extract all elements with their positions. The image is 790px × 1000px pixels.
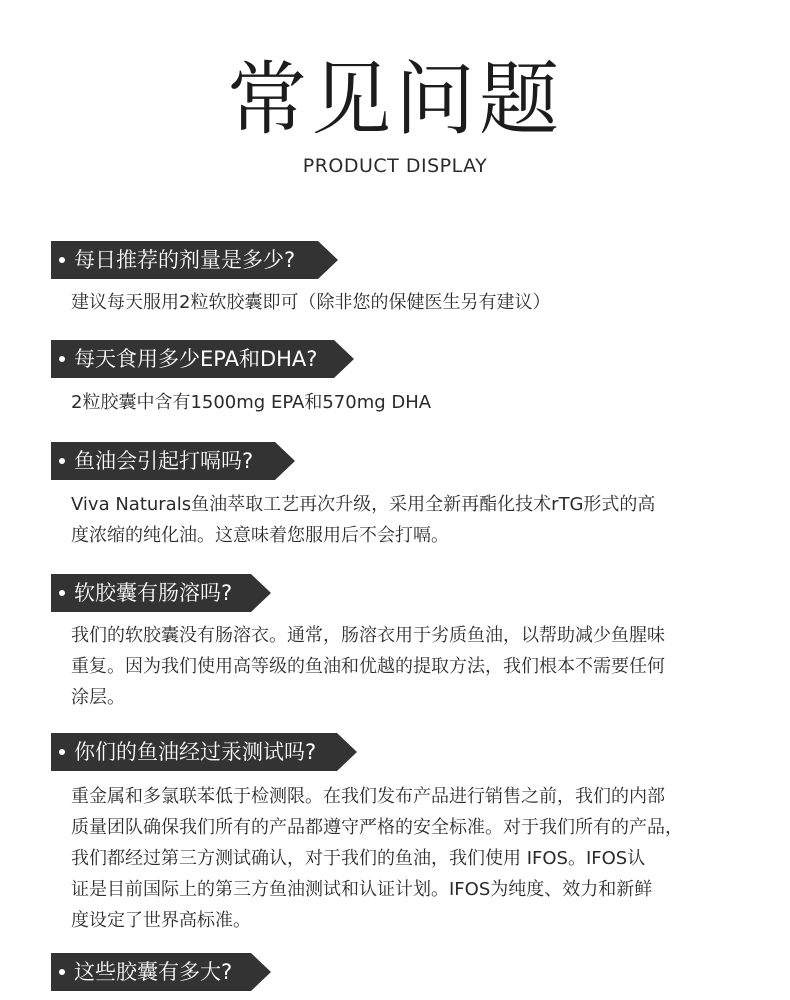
question-tag	[51, 241, 318, 279]
question-text: 每日推荐的剂量是多少?	[74, 248, 296, 272]
bullet-icon	[59, 458, 65, 464]
answer-text: 我们的软胶囊没有肠溶衣。通常，肠溶衣用于劣质鱼油，以帮助减少鱼腥味 重复。因为我们使用高等级的鱼油和优越的提取方法，我们根本不需要任何 涂层。	[71, 625, 665, 708]
bullet-icon	[59, 969, 65, 975]
question-text: 鱼油会引起打嗝吗?	[74, 449, 254, 473]
page-subtitle: PRODUCT DISPLAY	[302, 155, 488, 177]
answer-text: 重金属和多氯联苯低于检测限。在我们发布产品进行销售之前，我们的内部 质量团队确保我们所有的产品都遵守严格的安全标准。对于我们所有的产品， 我们都经过第三方测试确认，对于我们的鱼油，我们使用 IFOS。IFOS认 证是目前国际上的第三方鱼油测试和认证计划。IFOS为纯度、效力和新鲜 度设定了世界高标准。	[71, 786, 683, 931]
answer-text: Viva Naturals鱼油萃取工艺再次升级，采用全新再酯化技术rTG形式的高 度浓缩的纯化油。这意味着您服用后不会打嗝。	[71, 494, 656, 546]
answer-text: 2粒胶囊中含有1500mg EPA和570mg DHA	[71, 392, 432, 413]
question-tag	[51, 733, 337, 771]
question-tag	[51, 953, 251, 991]
question-text: 每天食用多少EPA和DHA?	[74, 347, 318, 371]
question-text: 软胶囊有肠溶吗?	[74, 581, 233, 605]
answer-text: 建议每天服用2粒软胶囊即可（除非您的保健医生另有建议）	[71, 292, 551, 313]
question-tag	[51, 442, 275, 480]
bullet-icon	[59, 257, 65, 263]
question-tag	[51, 574, 251, 612]
question-tag	[51, 340, 334, 378]
bullet-icon	[59, 590, 65, 596]
page-title: 常见问题	[227, 53, 563, 146]
question-text: 你们的鱼油经过汞测试吗?	[74, 740, 317, 764]
bullet-icon	[59, 356, 65, 362]
bullet-icon	[59, 749, 65, 755]
question-text: 这些胶囊有多大?	[74, 960, 233, 984]
